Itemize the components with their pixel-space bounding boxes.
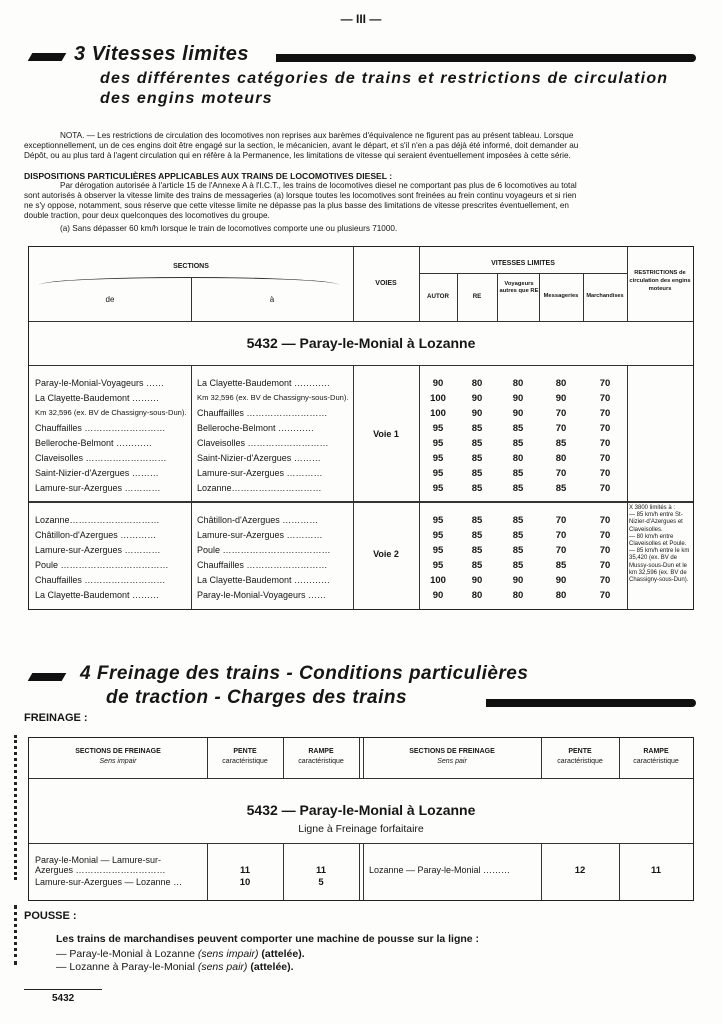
header-marchandises: Marchandises (586, 293, 624, 299)
heading-flag-4 (28, 673, 67, 681)
pousse-item-2 (56, 961, 294, 973)
page-number: — III — (340, 12, 382, 26)
line-title: 5432 — Paray-le-Monial à Lozanne (246, 335, 476, 351)
speed-voyageurs: 85 (512, 530, 524, 541)
restriction-note-line: — 85 km/h entre le km 35,420 (ex. BV de Mussy-sous-Dun et le km 32,596 (ex. BV de Chassigny-sous-Dun). (629, 548, 690, 584)
speed-autor: 100 (430, 393, 446, 404)
section-from: Chauffailles ……………………… (35, 423, 166, 433)
section-from: Lamure-sur-Azergues ………… (35, 545, 161, 555)
f-impair-row1-rampe: 11 (315, 865, 327, 876)
speed-marchandises: 70 (599, 438, 611, 449)
speed-re: 90 (471, 408, 483, 419)
section-to: Poule ……………………………… (197, 545, 331, 555)
heading-flag-3 (28, 53, 67, 61)
speed-marchandises: 70 (599, 408, 611, 419)
speed-messageries: 70 (555, 423, 567, 434)
section-to: Lamure-sur-Azergues ………… (197, 530, 323, 540)
heading-rule-4 (486, 699, 696, 707)
speed-marchandises: 70 (599, 483, 611, 494)
margin-dots-1 (14, 735, 19, 880)
f-line-title: 5432 — Paray-le-Monial à Lozanne (246, 802, 476, 818)
table-row (29, 483, 627, 498)
hline-f-title (29, 843, 693, 844)
table-row (29, 545, 627, 560)
speed-voyageurs: 85 (512, 423, 524, 434)
hline-vitesses (419, 273, 627, 274)
speed-autor: 95 (432, 438, 444, 449)
table-row (29, 590, 627, 605)
speed-marchandises: 70 (599, 575, 611, 586)
table-row (29, 423, 627, 438)
footer-rule (24, 989, 102, 990)
speed-messageries: 70 (555, 408, 567, 419)
section-to: Châtillon-d'Azergues ………… (197, 515, 319, 525)
header-voies: VOIES (375, 280, 397, 287)
voie2-label: Voie 2 (373, 549, 399, 559)
hline-title-bottom (29, 365, 693, 366)
section-to: Lozanne………………………… (197, 483, 322, 493)
section-to: Claveisolles ……………………… (197, 438, 329, 448)
section-from: Saint-Nizier-d'Azergues ……… (35, 468, 159, 478)
vline-re (497, 273, 498, 321)
f-header-rampe-1: RAMPE (308, 748, 334, 755)
pousse-item-1-end: (attelée). (258, 948, 305, 960)
speed-messageries: 80 (555, 590, 567, 601)
speed-messageries: 70 (555, 468, 567, 479)
vline-restrictions-body (627, 365, 628, 609)
f-pair-row1-rampe: 11 (650, 865, 662, 876)
speed-voyageurs: 80 (512, 590, 524, 601)
header-sections: SECTIONS (173, 263, 209, 270)
section3-title: 3 Vitesses limites (74, 43, 250, 65)
speed-voyageurs: 90 (512, 393, 524, 404)
speed-re: 90 (471, 393, 483, 404)
speed-autor: 90 (432, 378, 444, 389)
speed-re: 85 (471, 438, 483, 449)
pousse-item-2-ital: (sens pair) (197, 961, 248, 973)
f-impair-row2: Lamure-sur-Azergues — Lozanne … (35, 877, 183, 887)
speed-re: 90 (471, 575, 483, 586)
pousse-item-1-main: — Paray-le-Monial à Lozanne (56, 948, 198, 960)
speed-marchandises: 70 (599, 560, 611, 571)
speed-marchandises: 70 (599, 393, 611, 404)
section-from: La Clayette-Baudemont ……… (35, 393, 160, 403)
speed-re: 85 (471, 423, 483, 434)
section3-subtitle-2: des engins moteurs (100, 90, 273, 107)
speed-autor: 95 (432, 560, 444, 571)
speed-messageries: 85 (555, 438, 567, 449)
f-header-sections-pair: SECTIONS DE FREINAGE (409, 748, 495, 755)
speed-messageries: 90 (555, 575, 567, 586)
speed-marchandises: 70 (599, 378, 611, 389)
section-from: Lamure-sur-Azergues ………… (35, 483, 161, 493)
speed-marchandises: 70 (599, 530, 611, 541)
f-pair-row1: Lozanne — Paray-le-Monial ……… (369, 865, 511, 875)
f-header-caract-2: caractéristique (298, 758, 344, 765)
speed-voyageurs: 85 (512, 438, 524, 449)
section-to: Km 32,596 (ex. BV de Chassigny-sous-Dun). (197, 393, 349, 402)
pousse-item-2-main: — Lozanne à Paray-le-Monial (56, 961, 198, 973)
section-from: Claveisolles ……………………… (35, 453, 167, 463)
speed-messageries: 70 (555, 545, 567, 556)
speed-autor: 95 (432, 515, 444, 526)
f-impair-row1-b: Azergues ………………………… (35, 865, 166, 875)
f-impair-row1-a: Paray-le-Monial — Lamure-sur- (35, 855, 162, 865)
section-to: Belleroche-Belmont ………… (197, 423, 315, 433)
pousse-item-1 (56, 948, 305, 960)
table-row (29, 408, 627, 423)
speed-re: 80 (471, 590, 483, 601)
speed-marchandises: 70 (599, 423, 611, 434)
speed-autor: 95 (432, 483, 444, 494)
vline-vitesses-header (419, 247, 420, 321)
speed-voyageurs: 90 (512, 575, 524, 586)
table-row (29, 575, 627, 590)
speed-autor: 95 (432, 468, 444, 479)
table-row (29, 438, 627, 453)
header-re: RE (472, 293, 482, 300)
header-de: de (105, 295, 115, 304)
dispositions-line-1: Par dérogation autorisée à l'article 15 de l'Annexe A à l'I.C.T., les trains de locomotives diesel ne comportant pas plus de 6 locomotives au total (60, 181, 577, 190)
freinage-label: FREINAGE : (24, 712, 88, 724)
section-from: Lozanne………………………… (35, 515, 160, 525)
speed-marchandises: 70 (599, 468, 611, 479)
speed-voyageurs: 85 (512, 515, 524, 526)
restriction-note-line: — 80 km/h entre Claveisolles et Poule. (629, 533, 687, 548)
dispositions-line-3: ne s'y oppose, notamment, sous réserve que cette vitesse limite ne dépasse pas la plus basse des limitations de vitesse prescrites éventuellement, en (24, 201, 569, 210)
speed-messageries: 85 (555, 483, 567, 494)
f-impair-row2-pente: 10 (239, 877, 251, 888)
nota-block (24, 131, 700, 161)
section-from: Chauffailles ……………………… (35, 575, 166, 585)
speed-autor: 90 (432, 590, 444, 601)
nota-line-2: exceptionnellement, un de ces engins doit être engagé sur la section, le mécanicien, avant le départ, et s'il n'en a pas déjà été informé, doit demander au (24, 141, 579, 150)
header-restrictions: RESTRICTIONS de circulation des engins moteurs (629, 270, 691, 292)
section-from: La Clayette-Baudemont ……… (35, 590, 160, 600)
f-header-caract-3: caractéristique (557, 758, 603, 765)
speed-messageries: 80 (555, 453, 567, 464)
margin-dots-2 (14, 905, 19, 965)
f-header-pente-1: PENTE (233, 748, 257, 755)
hline-header-bottom (29, 321, 693, 322)
speed-messageries: 90 (555, 393, 567, 404)
section4-line-1: 4 Freinage des trains - Conditions particulières (80, 663, 529, 684)
header-sections-brace (39, 277, 339, 288)
speed-messageries: 85 (555, 560, 567, 571)
speed-re: 85 (471, 453, 483, 464)
pousse-text: Les trains de marchandises peuvent comporter une machine de pousse sur la ligne : (56, 933, 480, 945)
section-to: Paray-le-Monial-Voyageurs …… (197, 590, 327, 600)
table-row (29, 515, 627, 530)
section-to: Chauffailles ……………………… (197, 408, 328, 418)
f-header-pente-2: PENTE (568, 748, 592, 755)
speed-autor: 95 (432, 530, 444, 541)
f-header-sens-pair: Sens pair (437, 758, 467, 765)
f-impair-row2-rampe: 5 (318, 877, 324, 888)
table-row (29, 468, 627, 483)
dispositions-heading: DISPOSITIONS PARTICULIÈRES APPLICABLES AUX TRAINS DE LOCOMOTIVES DIESEL : (24, 171, 393, 181)
dispositions-note-a: (a) Sans dépasser 60 km/h lorsque le train de locomotives comporte une ou plusieurs 71000. (60, 224, 398, 233)
header-vitesses: VITESSES LIMITES (491, 260, 555, 267)
speed-re: 85 (471, 545, 483, 556)
speed-autor: 95 (432, 545, 444, 556)
speed-marchandises: 70 (599, 515, 611, 526)
speed-voyageurs: 85 (512, 560, 524, 571)
section-to: La Clayette-Baudemont ………… (197, 378, 331, 388)
f-pair-row1-pente: 12 (574, 865, 586, 876)
section-to: Saint-Nizier-d'Azergues ……… (197, 453, 321, 463)
speed-autor: 95 (432, 423, 444, 434)
freinage-table (28, 737, 694, 901)
speed-re: 80 (471, 378, 483, 389)
speed-voyageurs: 85 (512, 483, 524, 494)
section-from: Paray-le-Monial-Voyageurs …… (35, 378, 165, 388)
speed-voyageurs: 85 (512, 545, 524, 556)
speed-voyageurs: 80 (512, 378, 524, 389)
table-row (29, 560, 627, 575)
nota-line-3: Dépôt, ou au plus tard à l'agent circulation qui en réfère à la Permanence, les limitations de vitesse qui seraient éventuellement imposées à cette série. (24, 151, 571, 160)
speed-voyageurs: 90 (512, 408, 524, 419)
section3-subtitle-1: des différentes catégories de trains et restrictions de circulation (100, 70, 669, 87)
f-line-sub: Ligne à Freinage forfaitaire (298, 823, 424, 835)
f-header-sections-impair: SECTIONS DE FREINAGE (75, 748, 161, 755)
speed-autor: 100 (430, 575, 446, 586)
header-a: à (269, 295, 275, 304)
section-from: Poule ……………………………… (35, 560, 169, 570)
speed-re: 85 (471, 515, 483, 526)
speed-autor: 95 (432, 453, 444, 464)
pousse-label: POUSSE : (24, 910, 77, 922)
f-impair-row1-pente: 11 (239, 865, 251, 876)
speed-re: 85 (471, 468, 483, 479)
speed-marchandises: 70 (599, 545, 611, 556)
vline-restrictions-header (627, 247, 628, 321)
nota-line-1: NOTA. — Les restrictions de circulation des locomotives non reprises aux barèmes d'équivalence ne figurent pas au présent tableau. Lorsque (60, 131, 574, 140)
speed-messageries: 80 (555, 378, 567, 389)
table-row (29, 453, 627, 468)
section4-line-2: de traction - Charges des trains (106, 687, 408, 708)
dispositions-line-2: sont autorisés à observer la vitesse limite des trains de messageries (a) lorsque toutes les locomotives sont freinées au frein continu voyageurs et si rien (24, 191, 577, 200)
speed-messageries: 70 (555, 515, 567, 526)
f-header-caract-4: caractéristique (633, 758, 679, 765)
table-row (29, 378, 627, 393)
section-to: La Clayette-Baudemont ………… (197, 575, 331, 585)
speed-re: 85 (471, 560, 483, 571)
heading-rule-3 (276, 54, 696, 62)
speed-autor: 100 (430, 408, 446, 419)
speed-re: 85 (471, 530, 483, 541)
section-to: Lamure-sur-Azergues ………… (197, 468, 323, 478)
restriction-note (629, 505, 691, 584)
speed-voyageurs: 85 (512, 468, 524, 479)
section-from: Châtillon-d'Azergues ………… (35, 530, 157, 540)
header-autor: AUTOR (427, 293, 449, 300)
table-row (29, 530, 627, 545)
pousse-item-1-ital: (sens impair) (197, 948, 259, 960)
speed-marchandises: 70 (599, 590, 611, 601)
speed-marchandises: 70 (599, 453, 611, 464)
section-from: Km 32,596 (ex. BV de Chassigny-sous-Dun). (35, 408, 187, 417)
f-header-sens-impair: Sens impair (99, 758, 137, 765)
restriction-note-line: X 3800 limités à : (629, 505, 676, 511)
dispositions-line-4: double traction, pour deux quelconques des locomotives du groupe. (24, 211, 270, 220)
f-header-caract-1: caractéristique (222, 758, 268, 765)
footer-number: 5432 (52, 993, 75, 1004)
header-voyageurs: Voyageurs autres que RE (499, 281, 539, 294)
speed-re: 85 (471, 483, 483, 494)
hline-voie-separator (29, 501, 693, 503)
pousse-item-2-end: (attelée). (247, 961, 294, 973)
voie1-label: Voie 1 (373, 429, 399, 439)
dispositions-block (24, 171, 700, 234)
restriction-note-line: — 85 km/h entre St-Nizier-d'Azergues et Claveisolles. (629, 512, 683, 533)
speed-voyageurs: 80 (512, 453, 524, 464)
speed-messageries: 70 (555, 530, 567, 541)
table-row (29, 393, 627, 408)
f-header-rampe-2: RAMPE (643, 748, 669, 755)
section-from: Belleroche-Belmont ………… (35, 438, 153, 448)
section-to: Chauffailles ……………………… (197, 560, 328, 570)
speed-limits-table (28, 246, 694, 610)
header-messageries: Messageries (543, 293, 579, 299)
